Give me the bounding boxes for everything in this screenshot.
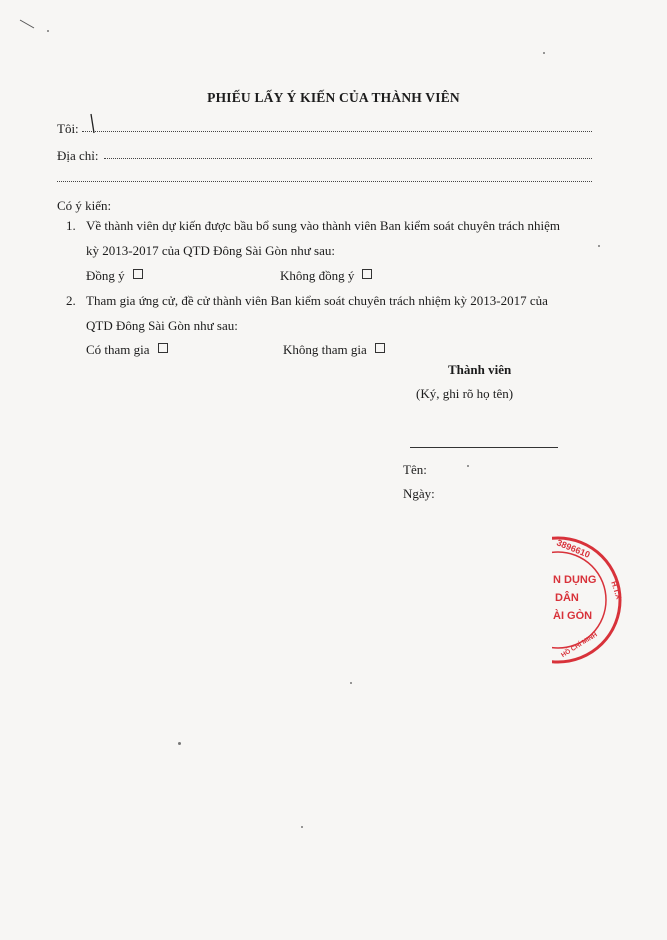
stamp-line-2: DÂN [555,592,579,604]
not-participate-checkbox[interactable] [375,343,385,353]
dia-chi-fill-line-2 [57,181,592,182]
corner-mark [18,18,40,32]
pen-mark [88,113,96,135]
scan-speck [467,465,469,467]
item-2-option-participate [86,342,168,358]
scan-speck [350,682,352,684]
signature-line [410,447,558,448]
date-label: Ngày: [403,486,435,501]
item-2-line-1: Tham gia ứng cử, đề cử thành viên Ban kiểm soát chuyên trách nhiệm kỳ 2013-2017 của [86,293,548,308]
disagree-checkbox[interactable] [362,269,372,279]
scan-speck [301,826,303,828]
participate-checkbox[interactable] [158,343,168,353]
item-2-number: 2. [66,293,76,308]
scan-speck [543,52,545,54]
signature-heading: Thành viên [448,362,512,377]
stamp-line-1: N DỤNG [553,574,597,586]
scan-speck [598,245,600,247]
co-y-kien-label: Có ý kiến: [57,198,112,213]
scan-speck [47,30,49,32]
name-label: Tên: [403,462,427,477]
stamp-bottom-text: HỒ CHÍ MINH [560,631,599,660]
dia-chi-label: Địa chỉ: [57,148,99,163]
item-1-option-agree [86,268,143,284]
scan-speck [178,742,181,745]
red-stamp [552,535,632,665]
agree-label: Đồng ý [86,268,125,283]
item-2-line-2: QTD Đông Sài Gòn như sau: [86,318,238,333]
signature-note: (Ký, ghi rõ họ tên) [416,386,514,401]
toi-fill-line [82,131,592,132]
stamp-top-text: 3896610 [555,537,592,560]
item-1-line-1: Về thành viên dự kiến được bầu bổ sung vào thành viên Ban kiểm soát chuyên trách nhiệm [86,218,561,233]
item-1-option-disagree [280,268,372,284]
item-1-line-2: kỳ 2013-2017 của QTD Đông Sài Gòn như sau: [86,243,335,258]
stamp-line-3: ÀI GÒN [553,610,593,622]
not-participate-label: Không tham gia [283,342,367,357]
item-1-number: 1. [66,218,76,233]
participate-label: Có tham gia [86,342,150,357]
stamp-side-text: H.T.X [609,579,624,601]
item-2-option-not-participate [283,342,385,358]
dia-chi-fill-line [104,158,592,159]
toi-label: Tôi: [57,121,79,136]
disagree-label: Không đồng ý [280,268,355,283]
agree-checkbox[interactable] [133,269,143,279]
form-title: PHIẾU LẤY Ý KIẾN CỦA THÀNH VIÊN [207,90,460,105]
